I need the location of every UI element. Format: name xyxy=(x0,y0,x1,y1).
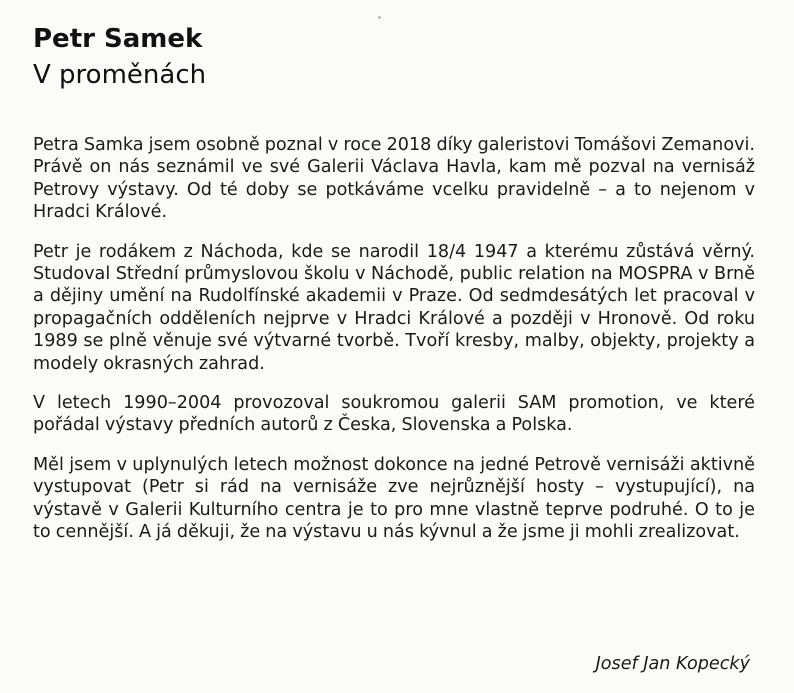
paragraph-1: Petra Samka jsem osobně poznal v roce 2018 díky galeristovi Tomášovi Zemanovi. Právě on nás seznámil ve své Galerii Václava Havla, kam mě pozval na vernisáž Petrovy výstavy. Od té doby se potkáváme vcelku pravidelně – a to nejenom v Hradci Králové. xyxy=(33,135,755,223)
signature: Josef Jan Kopecký xyxy=(595,654,750,674)
paragraph-4: Měl jsem v uplynulých letech možnost dokonce na jedné Petrově vernisáži aktivně vystupovat (Petr si rád na vernisáže zve nejrůznější hosty – vystupující), na výstavě v Galerii Kulturního centra je to pro mne vlastně teprve podruhé. O to je to cennější. A já děkuji, že na výstavu u nás kývnul a že jsme ji mohli zrealizovat. xyxy=(33,454,755,543)
paragraph-3: V letech 1990–2004 provozoval soukromou galerii SAM promotion, ve které pořádal výstavy předních autorů z Česka, Slovenska a Polska. xyxy=(33,393,755,436)
author-name: Petr Samek xyxy=(33,24,203,54)
document-title: V proměnách xyxy=(33,60,207,90)
paragraph-2: Petr je rodákem z Náchoda, kde se narodil 18/4 1947 a kterému zůstává věrný. Studoval Střední průmyslovou školu v Náchodě, public relation na MOSPRA v Brně a dějiny umění na Rudolfínské akademii v Praze. Od sedmdesátých let pracoval v propagačních odděleních nejprve v Hradci Králové a později v Hronově. Od roku 1989 se plně věnuje své výtvarné tvorbě. Tvoří kresby, malby, objekty, projekty a modely okrasných zahrad. xyxy=(33,241,755,374)
scan-speck xyxy=(378,16,381,19)
article-body xyxy=(33,134,755,544)
